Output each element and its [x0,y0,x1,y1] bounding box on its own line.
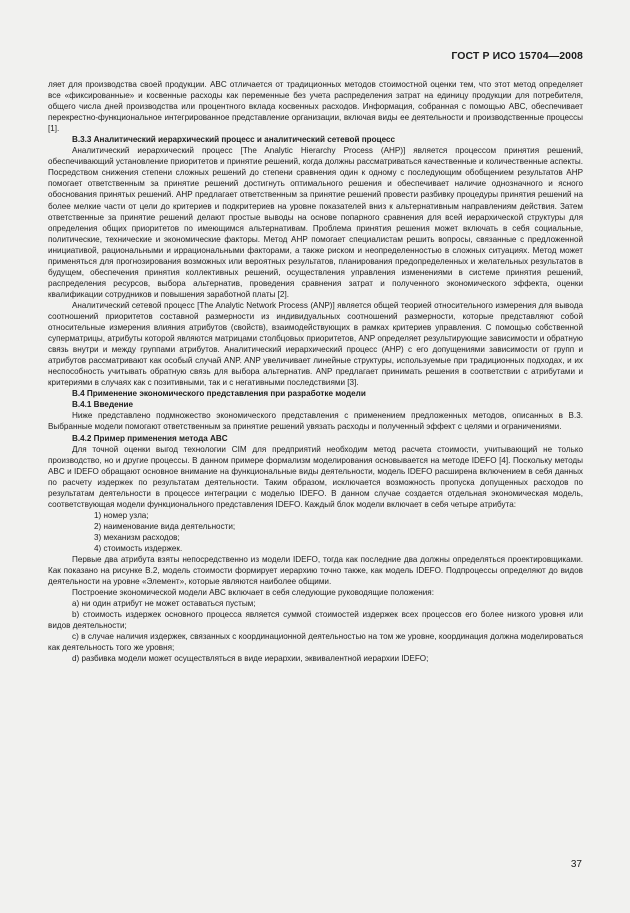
list-item: а) ни один атрибут не может оставаться пустым; [72,599,256,609]
paragraph: ляет для производства своей продукции. ABC отличается от традиционных методов стоимостной оценки тем, что этот метод определяет все «фиксированные» и косвенные расходы как переменные без учета распределения затрат на единицу продукции для потребителя, общего числа дней производства или процентного вклада косвенных расходов. Информация, собранная с помощью ABC, обеспечивает перекрестно-функциональное интегрированное представление организации, включая виды ее деятельности и производственные процессы [1]. [48,80,583,134]
paragraph: Ниже представлено подмножество экономического представления с применением предложенных методов, описанных в В.3. Выбранные модели помогают ответственным за принятие решений увязать расходы и полученный эффект с целями и ограничениями. [48,411,583,432]
list-item: 2) наименование вида деятельности; [94,521,236,531]
section-heading: В.3.3 Аналитический иерархический процесс и аналитический сетевой процесс [72,135,396,145]
paragraph: Аналитический сетевой процесс [The Analytic Network Process (ANP)] является общей теорией относительного измерения для вывода соотношений приоритетов составной размерности из индивидуальных соотношений размерности, которые представляют собой относительные измерения влияния атрибутов (свойств), взаимодействующих в рамках критериев управления. С помощью собственной суперматрицы, атрибуты которой являются матрицами столбцовых приоритетов, ANP определяет результирующие зависимости и обратную связь внутри и между группами атрибутов. Аналитический иерархический процесс (AHP) с его допущениями зависимости от групп и атрибутов рассматривают как особый случай ANP. ANP увеличивает линейные структуры, используемые при традиционных подходах, и их неспособность учитывать обратную связь для выбора альтернатив. ANP предлагает принимать решения в соответствии с атрибутами и критериями в случаях как с позитивными, так и с негативными последствиями [3]. [48,300,583,388]
section-heading: В.4 Применение экономического представления при разработке модели [72,389,366,399]
paragraph: Аналитический иерархический процесс [The Analytic Hierarchy Process (AHP)] является процессом принятия решений, обеспечивающий установление приоритетов и принятие решений, когда должны рассматриваться качественные и количественные аспекты. Посредством снижения степени сложных решений до степени сравнения один к одному с последующим обобщением результатов AHP помогает ответственным за принятие решений достигнуть оптимального решения и обеспечивает наличие однозначного и ясного обоснования принятых решений. AHP предлагает ответственным за принятие решений провести разбивку процедуры принятия решений на более мелкие части от цели до критериев и подкритериев на уровне показателей вниз к альтернативным направлениям действия. Затем ответственные за принятие решений делают простые выводы на основе попарного сравнения для всей иерархической структуры для определения общих приоритетов по имеющимся альтернативам. Проблема принятия решения может включать в себя социальные, политические, технические и экономические факторы. Метод AHP помогает специалистам решить вопросы, связанные с предложенной инициативой, рациональными и иррациональными факторами, а также риском и неопределенностью в сложных ситуациях. Метод может применяться для прогнозирования возможных или вероятных результатов, планирования предопределенных и желательных результатов в будущем, обеспечения принятия коллективных решений, осуществления управления изменениями в системе принятия решений, распределения ресурсов, выбора альтернатив, проведения сравнения затрат и полученного экономического эффекта, оценки квалификации сотрудников и повышения заработной платы [2]. [48,146,583,299]
document-header: ГОСТ Р ИСО 15704—2008 [451,50,583,62]
document-body [48,79,583,664]
paragraph: Для точной оценки выгод технологии CIM для предприятий необходим метод расчета стоимости, учитывающий не только производство, но и другие процессы. В данном примере формализм моделирования основывается на методе IDEFO [4]. Поскольку методы ABC и IDEFO обращают основное внимание на функциональные виды деятельности, модель IDEFO расширена включением в себя данных по расчету издержек по результатам деятельности. Таким образом, исключается возможность пропуска допущенных расходов по результатам деятельности в процессе интеграции с моделью IDEFO. В данном случае создается отдельная экономическая модель, соответствующая модели функционального представления IDEFO. Каждый блок модели включает в себя четыре атрибута: [48,444,583,509]
list-item: 1) номер узла; [94,510,149,520]
list-item: c) в случае наличия издержек, связанных с координационной деятельностью на том же уровне, координация должна моделироваться как деятельность того же уровня; [48,632,583,653]
list-item: b) стоимость издержек основного процесса является суммой стоимостей издержек всех процессов его более низкого уровня или видов деятельности; [48,610,583,631]
list-item: 4) стоимость издержек. [94,543,183,553]
list-item: d) разбивка модели может осуществляться в виде иерархии, эквивалентной иерархии IDEFO; [72,654,429,664]
paragraph: Построение экономической модели ABC включает в себя следующие руководящие положения: [72,588,434,598]
paragraph: Первые два атрибута взяты непосредственно из модели IDEFO, тогда как последние два должны определяться проектировщиками. Как показано на рисунке В.2, модель стоимости формирует иерархию точно также, как модель IDEFO. Подпроцессы определяют до видов деятельности на уровне «Элемент», которые являются наиболее общими. [48,555,583,587]
list-item: 3) механизм расходов; [94,532,180,542]
subsection-heading: В.4.1 Введение [72,400,134,410]
subsection-heading: В.4.2 Пример применения метода ABC [72,433,228,443]
page-number: 37 [570,859,582,870]
